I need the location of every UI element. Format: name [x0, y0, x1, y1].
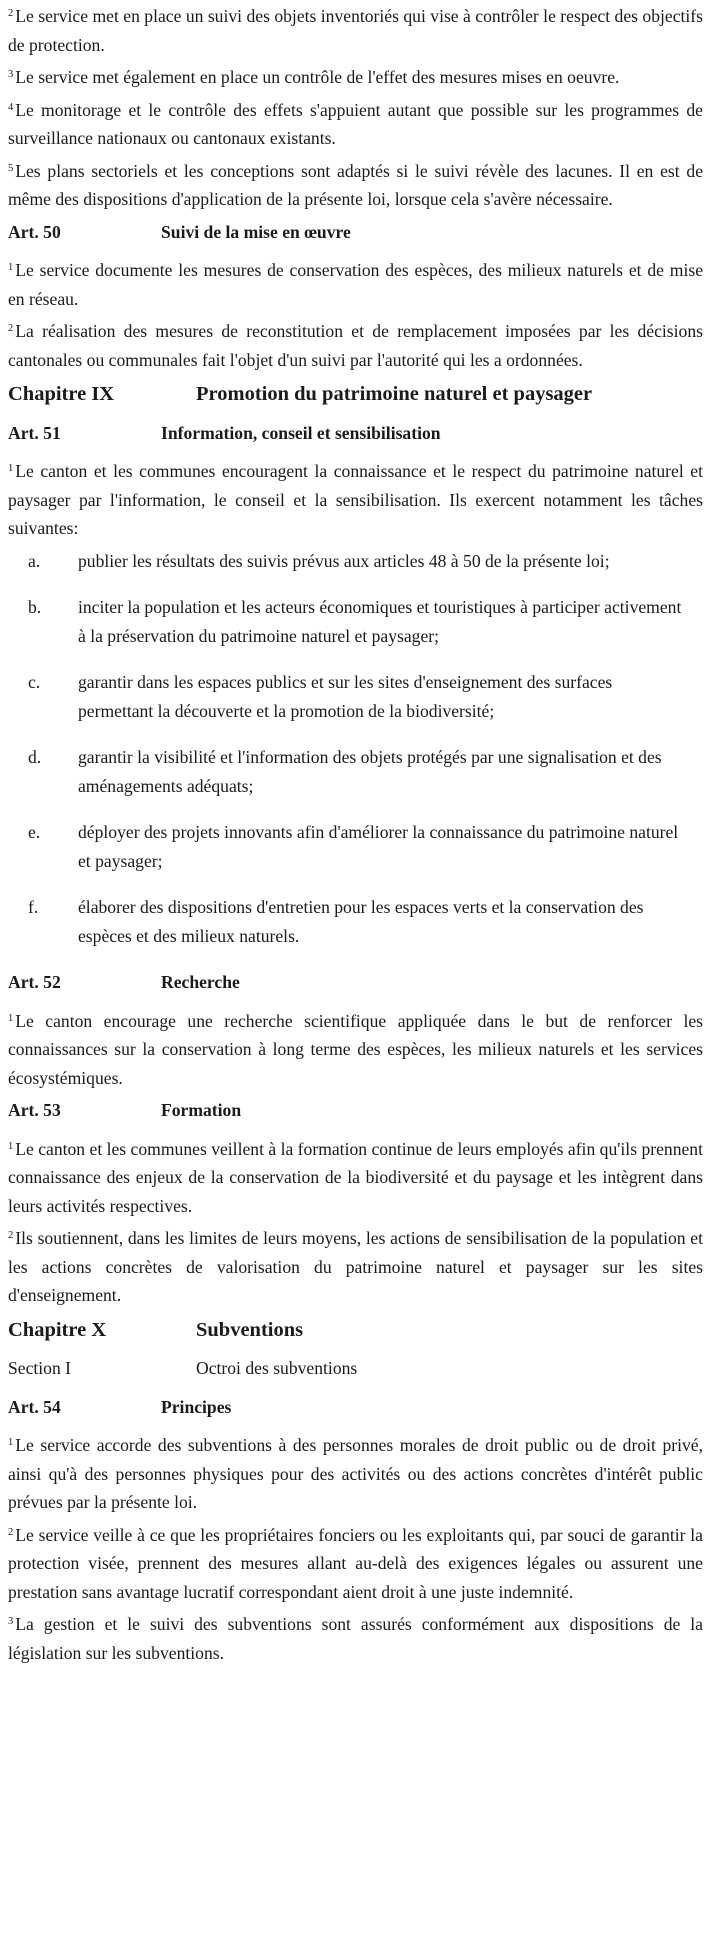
list-item-letter: f. — [28, 897, 39, 917]
paragraph-number: 2 — [8, 1230, 14, 1241]
paragraph-number: 1 — [8, 1140, 14, 1152]
list-item-text: publier les résultats des suivis prévus aux articles 48 à 50 de la présente loi; — [78, 550, 610, 571]
paragraph-number: 1 — [8, 1437, 14, 1448]
paragraph-number: 1 — [8, 463, 14, 474]
paragraph-text: Le monitorage et le contrôle des effets s'appuient autant que possible sur les programmes de surveillance nationaux ou cantonaux existants. — [8, 99, 703, 148]
paragraph — [8, 1007, 703, 1093]
article-heading — [8, 419, 703, 448]
article-heading — [8, 968, 703, 997]
paragraph-text: Les plans sectoriels et les conceptions sont adaptés si le suivi révèle des lacunes. Il en est de même des dispositions d'application de la présente loi, lorsque cela s'avère nécessaire. — [8, 160, 703, 209]
paragraph-number: 3 — [8, 1616, 14, 1627]
chapter-title: Promotion du patrimoine naturel et paysager — [196, 383, 593, 405]
paragraph-text: Le canton et les communes veillent à la formation continue de leurs employés afin qu'ils prennent connaissance des enjeux de la conservation de la biodiversité et du paysage et les intègrent dans leurs activités respectives. — [8, 1138, 703, 1216]
paragraph-number: 2 — [8, 8, 14, 19]
paragraph — [8, 1431, 703, 1517]
list-item — [8, 893, 703, 950]
article-number: Art. 50 — [8, 221, 61, 242]
article-title: Principes — [161, 1396, 232, 1417]
list-item-text: garantir la visibilité et l'information des objets protégés par une signalisation et des aménagements adéquats; — [78, 747, 662, 796]
paragraph-number: 2 — [8, 323, 14, 334]
paragraph-number: 1 — [8, 262, 14, 273]
paragraph-number: 4 — [8, 101, 14, 113]
paragraph — [8, 2, 703, 59]
section-number: Section I — [8, 1358, 72, 1378]
paragraph — [8, 63, 703, 92]
list-item — [8, 743, 703, 800]
list-item-letter: d. — [28, 747, 42, 767]
chapter-heading — [8, 380, 703, 409]
list-item-text: inciter la population et les acteurs économiques et touristiques à participer activement à la préservation du patrimoine naturel et paysager; — [78, 597, 682, 646]
chapter-title: Subventions — [196, 1318, 304, 1341]
list-item — [8, 547, 703, 576]
paragraph — [8, 157, 703, 214]
article-heading — [8, 1393, 703, 1422]
list-item — [8, 668, 703, 725]
article-title: Recherche — [161, 972, 240, 992]
paragraph-number: 5 — [8, 162, 14, 174]
paragraph — [8, 1521, 703, 1607]
list-item — [8, 818, 703, 875]
paragraph — [8, 1135, 703, 1221]
list-item-letter: e. — [28, 822, 41, 842]
paragraph-text: Le service documente les mesures de conservation des espèces, des milieux naturels et de mise en réseau. — [8, 260, 703, 309]
article-title: Information, conseil et sensibilisation — [161, 422, 441, 443]
chapter-heading — [8, 1316, 703, 1345]
list-item — [8, 593, 703, 650]
paragraph — [8, 457, 703, 543]
paragraph-number: 3 — [8, 69, 14, 80]
article-number: Art. 52 — [8, 972, 61, 992]
section-heading — [8, 1354, 703, 1383]
paragraph — [8, 317, 703, 374]
section-title: Octroi des subventions — [196, 1358, 358, 1378]
article-heading — [8, 218, 703, 247]
paragraph-number: 1 — [8, 1012, 14, 1024]
paragraph-text: La gestion et le suivi des subventions sont assurés conformément aux dispositions de la législation sur les subventions. — [8, 1614, 703, 1663]
list-item-text: élaborer des dispositions d'entretien pour les espaces verts et la conservation des espèces et des milieux naturels. — [78, 897, 644, 946]
article-number: Art. 54 — [8, 1396, 61, 1417]
list-item-text: déployer des projets innovants afin d'améliorer la connaissance du patrimoine naturel et paysager; — [78, 822, 679, 871]
chapter-number: Chapitre IX — [8, 383, 115, 405]
article-title: Formation — [161, 1100, 242, 1120]
article-title: Suivi de la mise en œuvre — [161, 221, 351, 242]
paragraph — [8, 1224, 703, 1310]
task-list — [8, 547, 703, 951]
paragraph-text: Le service met également en place un contrôle de l'effet des mesures mises en oeuvre. — [15, 67, 620, 87]
paragraph-text: Le canton encourage une recherche scientifique appliquée dans le but de renforcer les connaissances sur la conservation à long terme des espèces, les milieux naturels et les services écosystémiques. — [8, 1010, 703, 1088]
paragraph-text: Le canton et les communes encouragent la connaissance et le respect du patrimoine naturel et paysager par l'information, le conseil et la sensibilisation. Ils exercent notamment les tâches suivantes: — [8, 461, 703, 538]
chapter-number: Chapitre X — [8, 1318, 107, 1341]
paragraph — [8, 256, 703, 313]
paragraph-text: Le service met en place un suivi des objets inventoriés qui vise à contrôler le respect des objectifs de protection. — [8, 6, 703, 55]
article-heading — [8, 1096, 703, 1125]
paragraph-number: 2 — [8, 1526, 14, 1538]
paragraph — [8, 96, 703, 153]
list-item-letter: c. — [28, 672, 41, 692]
list-item-letter: b. — [28, 597, 42, 617]
paragraph-text: Ils soutiennent, dans les limites de leurs moyens, les actions de sensibilisation de la population et les actions concrètes de valorisation du patrimoine naturel et paysager sur les sites d'enseignement. — [8, 1228, 703, 1305]
paragraph-text: La réalisation des mesures de reconstitution et de remplacement imposées par les décisions cantonales ou communales fait l'objet d'un suivi par l'autorité qui les a ordonnées. — [8, 321, 703, 370]
list-item-letter: a. — [28, 550, 41, 571]
article-number: Art. 53 — [8, 1100, 61, 1120]
paragraph-text: Le service accorde des subventions à des personnes morales de droit public ou de droit privé, ainsi qu'à des personnes physiques pour des activités ou des actions concrètes d'intérêt public prévues par la présente loi. — [8, 1435, 703, 1512]
paragraph-text: Le service veille à ce que les propriétaires fonciers ou les exploitants qui, par souci de garantir la protection visée, prennent des mesures allant au-delà des exigences légales ou assurent une prestation sans avantage lucratif correspondant aient droit à une juste indemnité. — [8, 1524, 703, 1602]
list-item-text: garantir dans les espaces publics et sur les sites d'enseignement des surfaces permettant la découverte et la promotion de la biodiversité; — [78, 672, 613, 721]
paragraph — [8, 1610, 703, 1667]
article-number: Art. 51 — [8, 422, 61, 443]
